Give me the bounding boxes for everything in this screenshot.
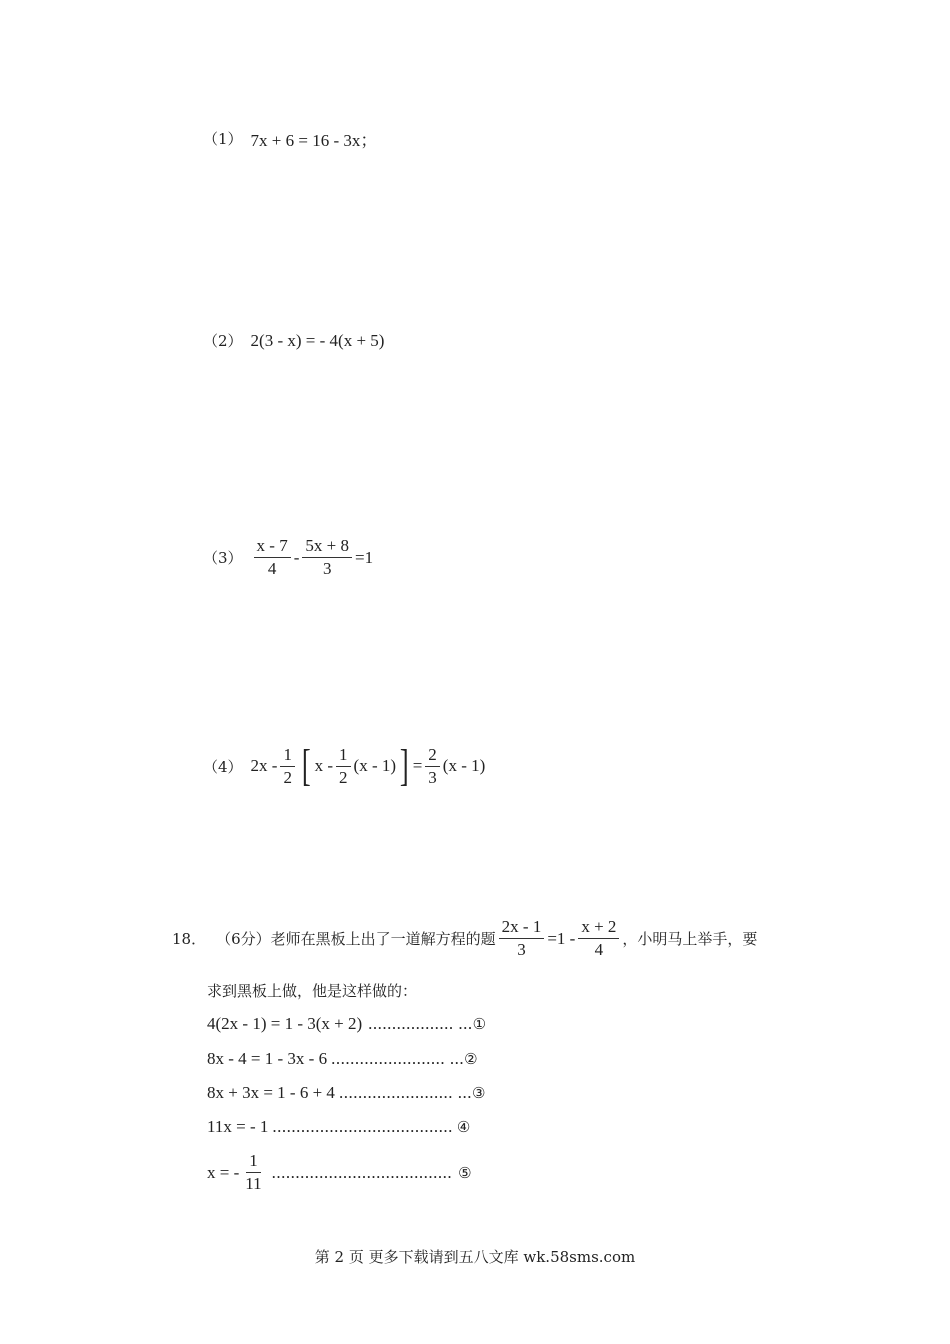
fraction-numerator: 1 [280,746,295,767]
problem-4 [203,741,486,790]
question-text-c: 求到黑板上做，他是这样做的： [207,982,418,1000]
fraction-denominator: 4 [267,559,277,578]
fraction-denominator: 2 [339,767,348,787]
problem-3-rhs: =1 [354,547,374,567]
minus-sign: - [293,547,300,567]
question-18-fraction-2 [578,918,619,959]
step-lead: x = - [207,1162,240,1182]
question-number: 18． [172,930,207,948]
fraction-numerator: x + 2 [578,918,619,939]
problem-4-half [280,746,295,787]
question-text-a: 老师在黑板上出了一道解方程的题 [270,930,496,948]
fraction-denominator: 3 [517,940,526,959]
problem-1 [203,126,377,151]
right-bracket: ] [399,741,409,790]
step-mark: ③ [471,1084,486,1102]
problem-2 [203,330,384,351]
fraction-numerator: x - 7 [254,537,291,558]
problem-3-label: （3） [203,549,243,567]
step-equation: 4(2x - 1) = 1 - 3(x + 2) [207,1014,363,1033]
problem-4-inner-tail: (x - 1) [353,756,397,775]
step-equation: 8x - 4 = 1 - 3x - 6 [207,1049,328,1068]
problem-4-label: （4） [203,757,243,776]
solution-step-2 [207,1049,478,1069]
solution-step-4 [207,1117,470,1137]
problem-4-lead: 2x - [250,756,278,775]
step-dots: ...................................... [271,1162,453,1182]
fraction-numerator: 5x + 8 [302,537,352,558]
fraction-numerator: 2 [425,746,440,767]
step-equation: 8x + 3x = 1 - 6 + 4 [207,1083,335,1102]
problem-1-equation: 7x + 6 = 16 - 3x； [250,131,378,150]
step-mark: ① [472,1015,487,1033]
problem-2-label: （2） [203,332,243,350]
question-text-b: ，小明马上举手，要 [622,930,758,948]
problem-3 [203,537,373,578]
fraction-numerator: 2x - 1 [499,918,545,939]
fraction-denominator: 3 [428,767,437,787]
fraction-denominator: 2 [283,767,292,787]
problem-4-inner-x: x - [314,756,334,775]
step-5-fraction [242,1152,264,1193]
problem-4-tail: (x - 1) [442,756,486,775]
step-mark: ⑤ [458,1163,472,1182]
solution-step-3 [207,1083,485,1103]
problem-2-equation: 2(3 - x) = - 4(x + 5) [250,330,385,350]
problem-3-fraction-2 [302,537,352,578]
problem-4-two-thirds [425,746,440,787]
problem-3-fraction-1 [254,537,291,578]
step-dots: ........................ ... [331,1049,465,1068]
problem-1-label: （1） [203,130,243,148]
left-bracket: [ [301,741,311,790]
fraction-numerator: 1 [246,1152,261,1173]
question-points: （6分） [216,930,271,948]
step-dots: .................. ... [368,1014,473,1033]
question-18-mid: =1 - [547,928,576,948]
fraction-numerator: 1 [336,746,351,767]
page-footer: 第 2 页 更多下载请到五八文库 wk.58sms.com [314,1248,636,1266]
solution-step-5 [207,1152,472,1193]
step-dots: ...................................... [272,1117,453,1136]
step-mark: ④ [456,1118,471,1136]
fraction-denominator: 4 [594,940,604,959]
fraction-denominator: 11 [245,1174,262,1193]
question-18-fraction-1 [499,918,545,959]
question-18-continuation [207,980,417,1001]
step-mark: ② [464,1050,478,1068]
step-dots: ........................ ... [338,1083,472,1102]
solution-step-1 [207,1014,486,1034]
equals-sign: = [412,756,423,775]
problem-4-inner-half [336,746,351,787]
step-equation: 11x = - 1 [207,1117,269,1136]
question-18-prompt [172,918,757,959]
fraction-denominator: 3 [322,559,332,578]
